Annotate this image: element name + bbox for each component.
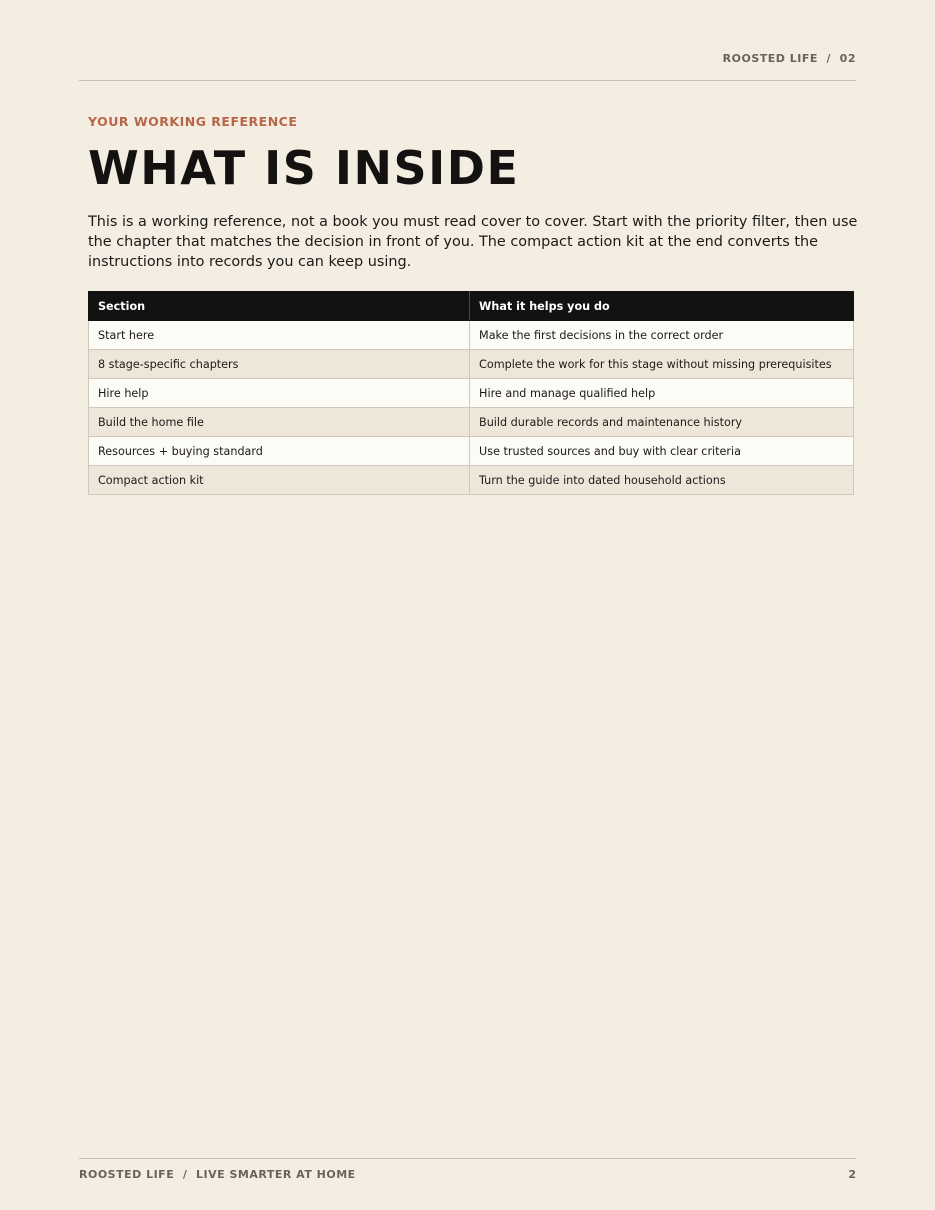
table-row [89, 466, 854, 495]
contents-table [88, 291, 854, 495]
page-number: 2 [848, 1168, 856, 1181]
column-header-purpose: What it helps you do [470, 292, 854, 321]
purpose-cell: Turn the guide into dated household actions [470, 466, 854, 495]
purpose-cell: Build durable records and maintenance history [470, 408, 854, 437]
table-row [89, 350, 854, 379]
section-cell: 8 stage-specific chapters [89, 350, 470, 379]
section-cell: Hire help [89, 379, 470, 408]
table-row [89, 408, 854, 437]
page-footer [79, 1158, 856, 1189]
running-head: ROOSTED LIFE / 02 [722, 52, 856, 65]
purpose-cell: Hire and manage qualified help [470, 379, 854, 408]
page-title: WHAT IS INSIDE [88, 141, 520, 195]
section-cell: Build the home file [89, 408, 470, 437]
section-cell: Compact action kit [89, 466, 470, 495]
purpose-cell: Complete the work for this stage without missing prerequisites [470, 350, 854, 379]
section-cell: Resources + buying standard [89, 437, 470, 466]
footer-brand: ROOSTED LIFE / LIVE SMARTER AT HOME [79, 1168, 356, 1181]
purpose-cell: Use trusted sources and buy with clear criteria [470, 437, 854, 466]
purpose-cell: Make the first decisions in the correct order [470, 321, 854, 350]
section-eyebrow: YOUR WORKING REFERENCE [88, 114, 298, 129]
table-row [89, 437, 854, 466]
table-row [89, 379, 854, 408]
intro-paragraph: This is a working reference, not a book you must read cover to cover. Start with the priority filter, then use the chapter that matches the decision in front of you. The compact action kit at the end converts the instructions into records you can keep using. [88, 214, 858, 270]
table-row [89, 321, 854, 350]
column-header-section: Section [89, 292, 470, 321]
table-header-row [89, 292, 854, 321]
page-header [79, 52, 856, 81]
section-cell: Start here [89, 321, 470, 350]
